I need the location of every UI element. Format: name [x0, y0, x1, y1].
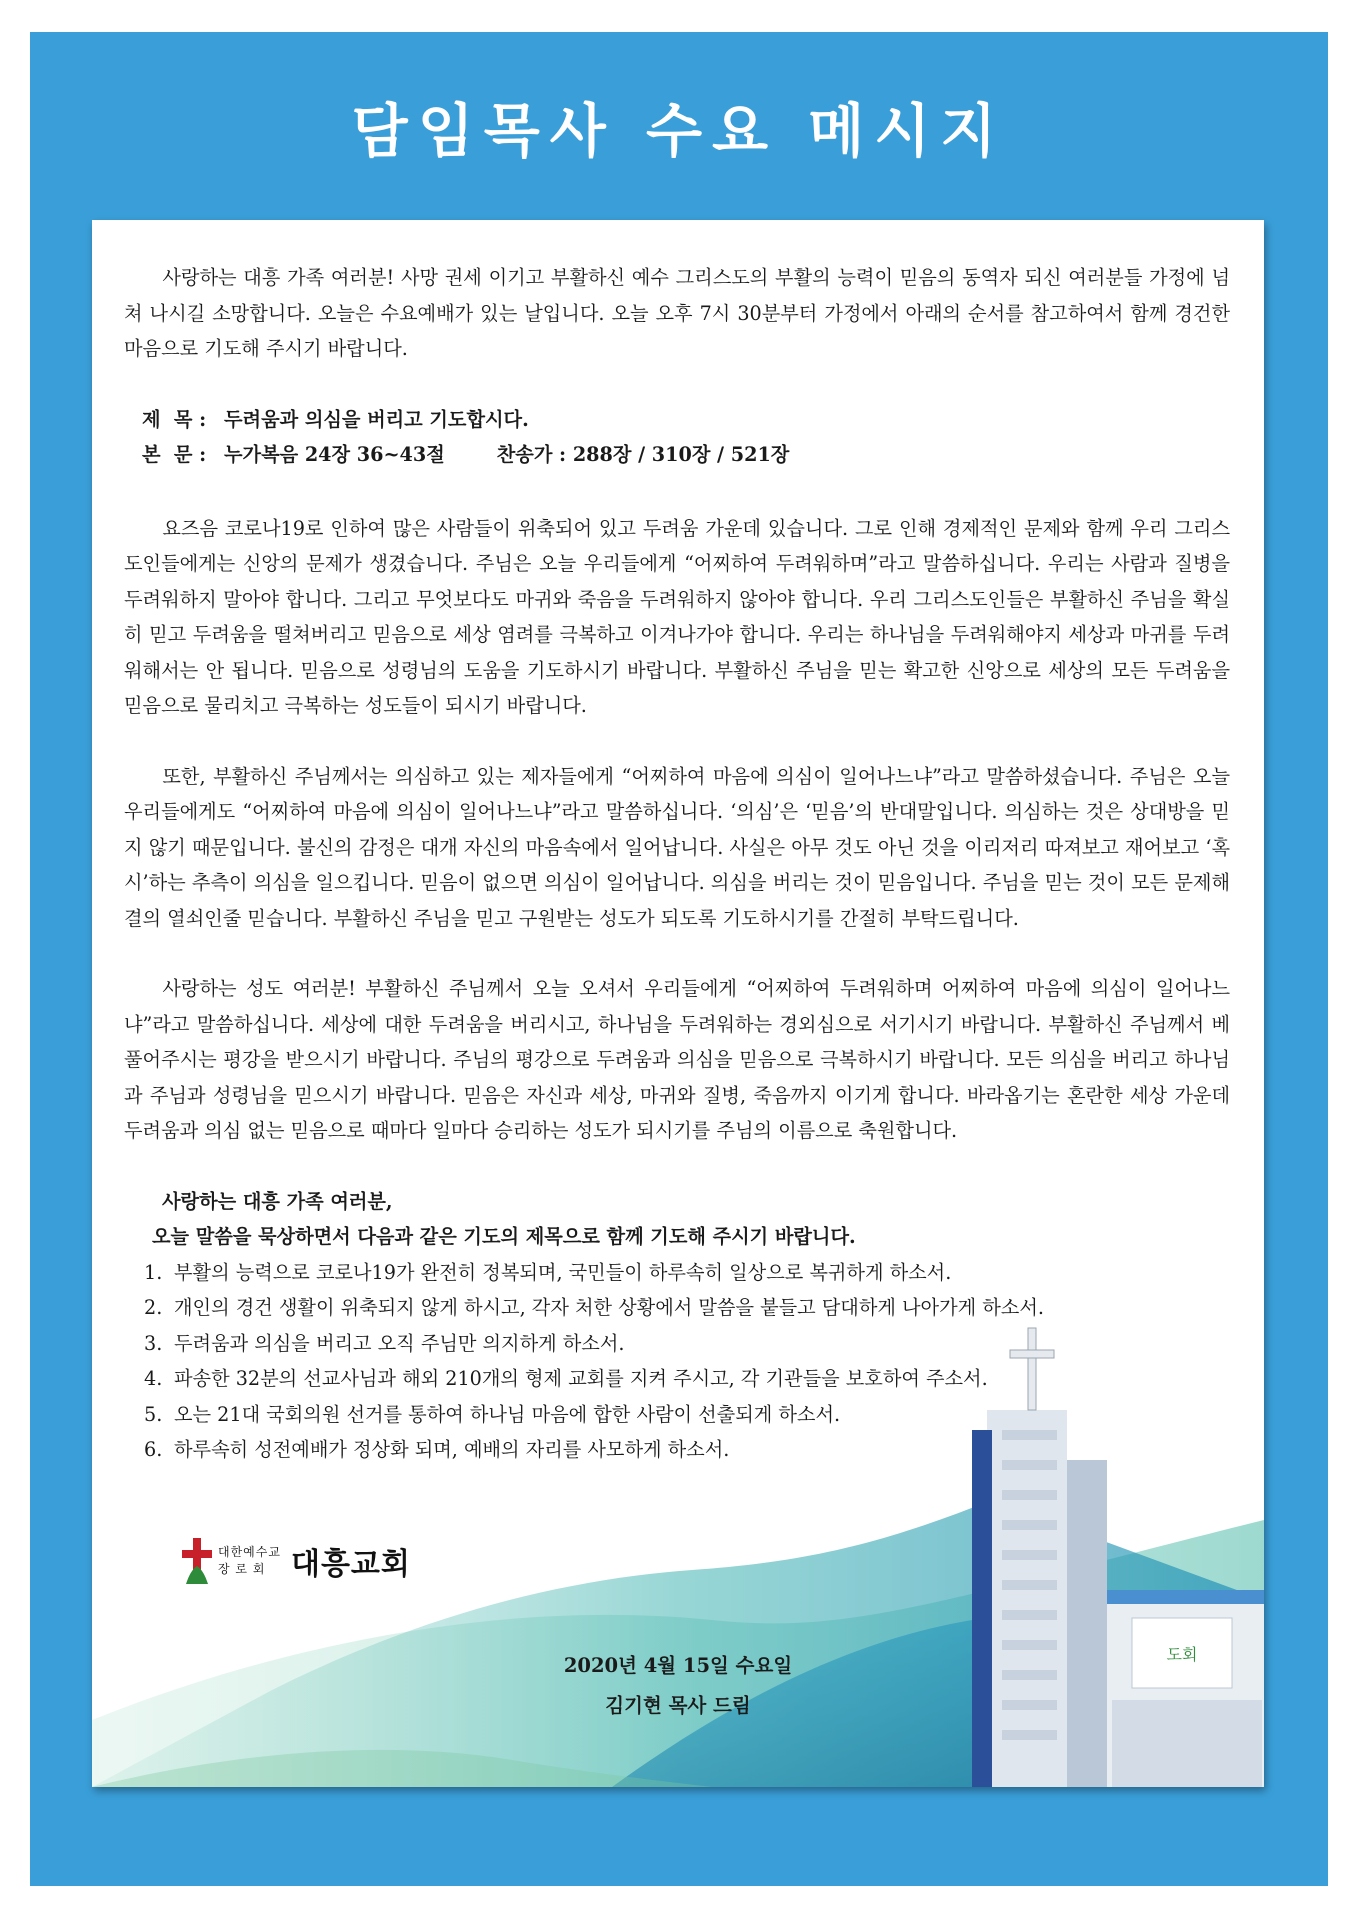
body-paragraph-3: 사랑하는 성도 여러분! 부활하신 주님께서 오늘 오셔서 우리들에게 “어찌하여 두려워하며 어찌하여 마음에 의심이 일어나느냐”라고 말씀하십니다. 세상에 대한 두려움을 버리시고, 하나님을 두려워하는 경외심으로 서기시기 바랍니다. 부활하신 주님께서 베풀어주시는 평강을 받으시기 바랍니다. 주님의 평강으로 두려움과 의심을 믿음으로 극복하시기 바랍니다. 모든 의심을 버리고 하나님과 주님과 성령님을 믿으시기 바랍니다. 믿음은 자신과 세상, 마귀와 질병, 죽음까지 이기게 합니다. 바라옵기는 혼란한 세상 가운데 두려움과 의심 없는 믿음으로 때마다 일마다 승리하는 성도가 되시기를 주님의 이름으로 축원합니다. [124, 977, 1230, 1142]
prayer-item-text: 개인의 경건 생활이 위축되지 않게 하시고, 각자 처한 상황에서 말씀을 붙들고 담대하게 나아가게 하소서. [174, 1296, 1044, 1319]
prayer-item [144, 1361, 1230, 1397]
prayer-item-text: 오는 21대 국회의원 선거를 통하여 하나님 마음에 합한 사람이 선출되게 하소서. [174, 1402, 841, 1426]
signature-name: 김기현 목사 드림 [605, 1694, 751, 1717]
denomination-line-2: 장 로 회 [218, 1562, 266, 1576]
prayer-item-text: 부활의 능력으로 코로나19가 완전히 정복되며, 국민들이 하루속히 일상으로 복귀하게 하소서. [174, 1260, 952, 1284]
prayer-heading-line-1: 사랑하는 대흥 가족 여러분, [162, 1189, 393, 1213]
intro-paragraph: 사랑하는 대흥 가족 여러분! 사망 권세 이기고 부활하신 예수 그리스도의 부활의 능력이 믿음의 동역자 되신 여러분들 가정에 넘쳐 나시길 소망합니다. 오늘은 수요예배가 있는 날입니다. 오늘 오후 7시 30분부터 가정에서 아래의 순서를 참고하여서 함께 경건한 마음으로 기도해 주시기 바랍니다. [124, 266, 1230, 360]
prayer-item-number: 1. [144, 1260, 163, 1284]
prayer-item-number: 2. [144, 1296, 163, 1319]
church-logo [182, 1538, 411, 1584]
text-value: 누가복음 24장 36~43절 [224, 443, 445, 466]
prayer-item-text: 두려움과 의심을 버리고 오직 주님만 의지하게 하소서. [174, 1331, 625, 1355]
prayer-item-text: 파송한 32분의 선교사님과 해외 210개의 형제 교회를 지켜 주시고, 각 기관들을 보호하여 주소서. [174, 1367, 988, 1390]
denomination-label [218, 1544, 281, 1578]
sermon-info [124, 402, 1230, 473]
prayer-item [144, 1255, 1230, 1291]
prayer-item-number: 6. [144, 1438, 163, 1461]
subject-row [142, 402, 1230, 438]
message-body [124, 260, 1230, 1468]
prayer-item [144, 1397, 1230, 1433]
signature-date: 2020년 4월 15일 수요일 [563, 1654, 793, 1677]
svg-text:도회: 도회 [1166, 1645, 1198, 1664]
body-paragraph-1: 요즈음 코로나19로 인하여 많은 사람들이 위축되어 있고 두려움 가운데 있습니다. 그로 인해 경제적인 문제와 함께 우리 그리스도인들에게는 신앙의 문제가 생겼습니다. 주님은 오늘 우리들에게 “어찌하여 두려워하며”라고 말씀하십니다. 우리는 사람과 질병을 두려워하지 말아야 합니다. 그리고 무엇보다도 마귀와 죽음을 두려워하지 않아야 합니다. 우리 그리스도인들은 부활하신 주님을 확실히 믿고 두려움을 떨쳐버리고 믿음으로 세상 염려를 극복하고 이겨나가야 합니다. 우리는 하나님을 두려워해야지 세상과 마귀를 두려워해서는 안 됩니다. 믿음으로 성령님의 도움을 기도하시기 바랍니다. 부활하신 주님을 믿는 확고한 신앙으로 세상의 모든 두려움을 믿음으로 물리치고 극복하는 성도들이 되시기 바랍니다. [124, 516, 1230, 717]
page-title: 담임목사 수요 메시지 [351, 97, 1007, 165]
prayer-item-number: 4. [144, 1367, 163, 1390]
prayer-item [144, 1432, 1230, 1468]
text-row [142, 437, 1230, 473]
hymn-label: 찬송가 : [496, 443, 567, 466]
message-card [92, 220, 1264, 1787]
prayer-heading-line-2: 오늘 말씀을 묵상하면서 다음과 같은 기도의 제목으로 함께 기도해 주시기 바랍니다. [152, 1225, 856, 1248]
subject-value: 두려움과 의심을 버리고 기도합시다. [224, 407, 529, 431]
prayer-item-number: 3. [144, 1331, 163, 1355]
body-paragraph-2: 또한, 부활하신 주님께서는 의심하고 있는 제자들에게 “어찌하여 마음에 의심이 일어나느냐”라고 말씀하셨습니다. 주님은 오늘 우리들에게도 “어찌하여 마음에 의심이 일어나느냐”라고 말씀하십니다. ‘의심’은 ‘믿음’의 반대말입니다. 의심하는 것은 상대방을 믿지 않기 때문입니다. 불신의 감정은 대개 자신의 마음속에서 일어납니다. 사실은 아무 것도 아닌 것을 이리저리 따져보고 재어보고 ‘혹시’하는 추측이 의심을 일으킵니다. 믿음이 없으면 의심이 일어납니다. 의심을 버리는 것이 믿음입니다. 주님을 믿는 것이 모든 문제해결의 열쇠인줄 믿습니다. 부활하신 주님을 믿고 구원받는 성도가 되도록 기도하시기를 간절히 부탁드립니다. [124, 764, 1230, 930]
prayer-item [144, 1326, 1230, 1362]
church-cross-icon [182, 1538, 212, 1584]
denomination-line-1: 대한예수교 [218, 1545, 281, 1559]
prayer-item [144, 1290, 1230, 1326]
hymn-value: 288장 / 310장 / 521장 [572, 443, 790, 466]
church-name: 대흥교회 [290, 1547, 411, 1582]
prayer-item-text: 하루속히 성전예배가 정상화 되며, 예배의 자리를 사모하게 하소서. [174, 1438, 730, 1461]
prayer-list [124, 1255, 1230, 1468]
prayer-heading [124, 1184, 1230, 1255]
page-frame [30, 32, 1328, 1886]
subject-label: 제 목 : [142, 407, 207, 431]
prayer-item-number: 5. [144, 1402, 163, 1426]
text-label: 본 문 : [142, 443, 207, 466]
